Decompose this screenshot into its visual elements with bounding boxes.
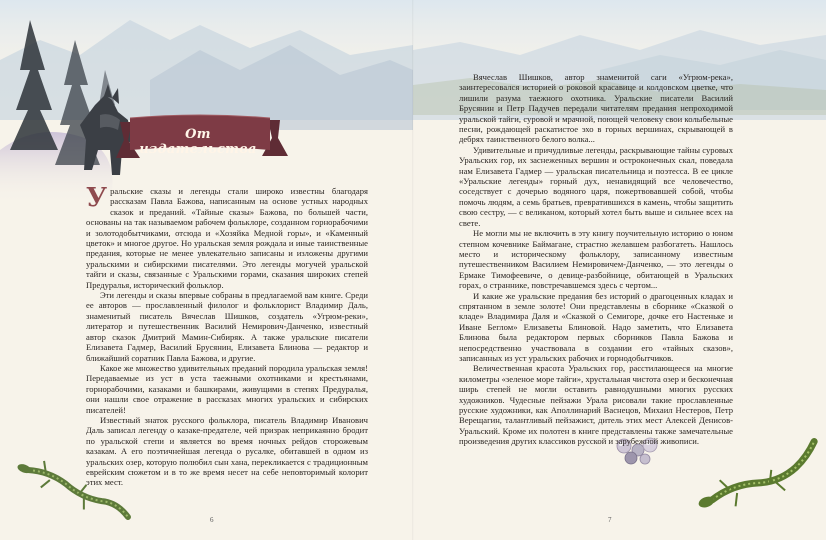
paragraph: И какие же уральские предания без историй о драгоценных кладах и спрятанном в земле золоте! Они представлены в сборнике «Сказкой о кладе» Владимира Даля и «Сказкой о Семигоре, дочке его Настеньке и Иване Беглом» Елизаветы Блиновой. Надо заметить, что Елизавета Блинова была редактором первых сборников Павла Бажова и непосредственно участвовала в создании его «тайных сказов», записанных из уст уральских рабочих и горнодобытчиков.: [459, 290, 733, 363]
left-text-column: [86, 183, 368, 488]
page-number-left: 6: [210, 516, 214, 524]
right-text-column: [459, 72, 733, 447]
dropcap: У: [86, 183, 108, 213]
paragraph: Известный знаток русского фольклора, писатель Владимир Иванович Даль записал легенду о казаке-предателе, чей призрак неприкаянно бродит по уральской степи и является во время ночных рейдов сторожевым казакам. А его поэтичнейшая легенда о русалке, обитавшей в одном из уральских озер, которую полюбил сын хана, перекликается с традиционным еврейским сюжетом и в то же время несет на себе неповторимый колорит этих мест.: [86, 414, 368, 488]
paragraph: Уральские сказы и легенды стали широко известны благодаря рассказам Павла Бажова, написанным на основе устных народных сказок и преданий. «Тайные сказы» Бажова, по большей части, основаны на так называемом рабочем фольклоре, созданном горнорабочими и золотодобытчиками, отсюда и «Хозяйка Медной горы», и «Каменный цветок» и многое другое. Но уральская земля рождала и иные таинственные предания, которые не менее увлекательно записаны и изложены другими уральскими и сибирскими писателями. Это легенды могучей уральской тайги и сказы, связанные с Уральскими горами, сказания широких степей Предуралья, исторический фольклор.: [86, 183, 368, 290]
paragraph: Какое же множество удивительных преданий породила уральская земля! Передаваемые из уст в уста таежными охотниками и крестьянами, горнорабочими, казаками и башкирами, живущими в степях Предуралья, они нашли свое отражение в рассказах многих уральских и сибирских писателей!: [86, 362, 368, 415]
paragraph: Не могли мы не включить в эту книгу поучительную историю о юном степном кочевнике Баймагане, страстно желавшем разбогатеть. Нашлось место и историческому фольклору, записанному известным путешественником Василием Немировичем-Данченко, — это легенды о Ермаке Тимофеевиче, о девице-разбойнице, обитающей в Уральских горах, о страннике, повстречавшемся здесь с чертом...: [459, 228, 733, 291]
banner-title: От издательства: [139, 127, 257, 157]
paragraph: Эти легенды и сказы впервые собраны в предлагаемой вам книге. Среди ее авторов — прославленный филолог и фольклорист Владимир Даль, знаменитый писатель Вячеслав Шишков, создатель «Угрюм-реки», литератор и путешественник Василий Немирович-Данченко, известный автор сказок Дмитрий Мамин-Сибиряк. А также уральские писатели Елизавета Гадмер, Василий Брусянин, Елизавета Блинова — редактор и ближайший соратник Павла Бажова, и другие.: [86, 290, 368, 363]
paragraph: Вячеслав Шишков, автор знаменитой саги «Угрюм-река», заинтересовался историей о роковой красавице и колдовском цветке, что лишили разума таежного охотника. Уральские писатели Василий Брусянин и Петр Падучев передали читателям предания непроходимой уральской тайги, суровой и мрачной, поющей человеку свои колыбельные песни, рождающей раскатистое эхо в горных вершинах, скрывающей в дебрях таинственного белого волка...: [459, 72, 733, 145]
page-number-right: 7: [608, 516, 612, 524]
paragraph: Удивительные и причудливые легенды, раскрывающие тайны суровых Уральских гор, их заснеженных вершин и остроконечных скал, поведала нам Елизавета Гадмер — уральская писательница и поэтесса. В ее цикле «Уральские легенды» горный дух, ненавидящий все человечество, соседствует с дочерью водяного царя, пожертвовавшей собой, чтобы помочь людям, а семь братьев, превратившихся в камень, чтобы защитить свою сестру, — с великаном, который хотел быть выше и сильнее всех на свете.: [459, 144, 733, 228]
paragraph: Величественная красота Уральских гор, расстилающееся на многие километры «зеленое море тайги», хрустальная чистота озер и бесконечная ширь степей не могли оставить равнодушными многих русских художников. Чудесные пейзажи Урала рисовали такие прославленные русские художники, как Аполлинарий Васнецов, Михаил Нестеров, Петр Верещагин, талантливый пейзажист, дитель этих мест Алексей Денисов-Уральский. Кроме их полотен в книге представлены также замечательные произведения других классиков русской и зарубежной живописи.: [459, 363, 733, 447]
